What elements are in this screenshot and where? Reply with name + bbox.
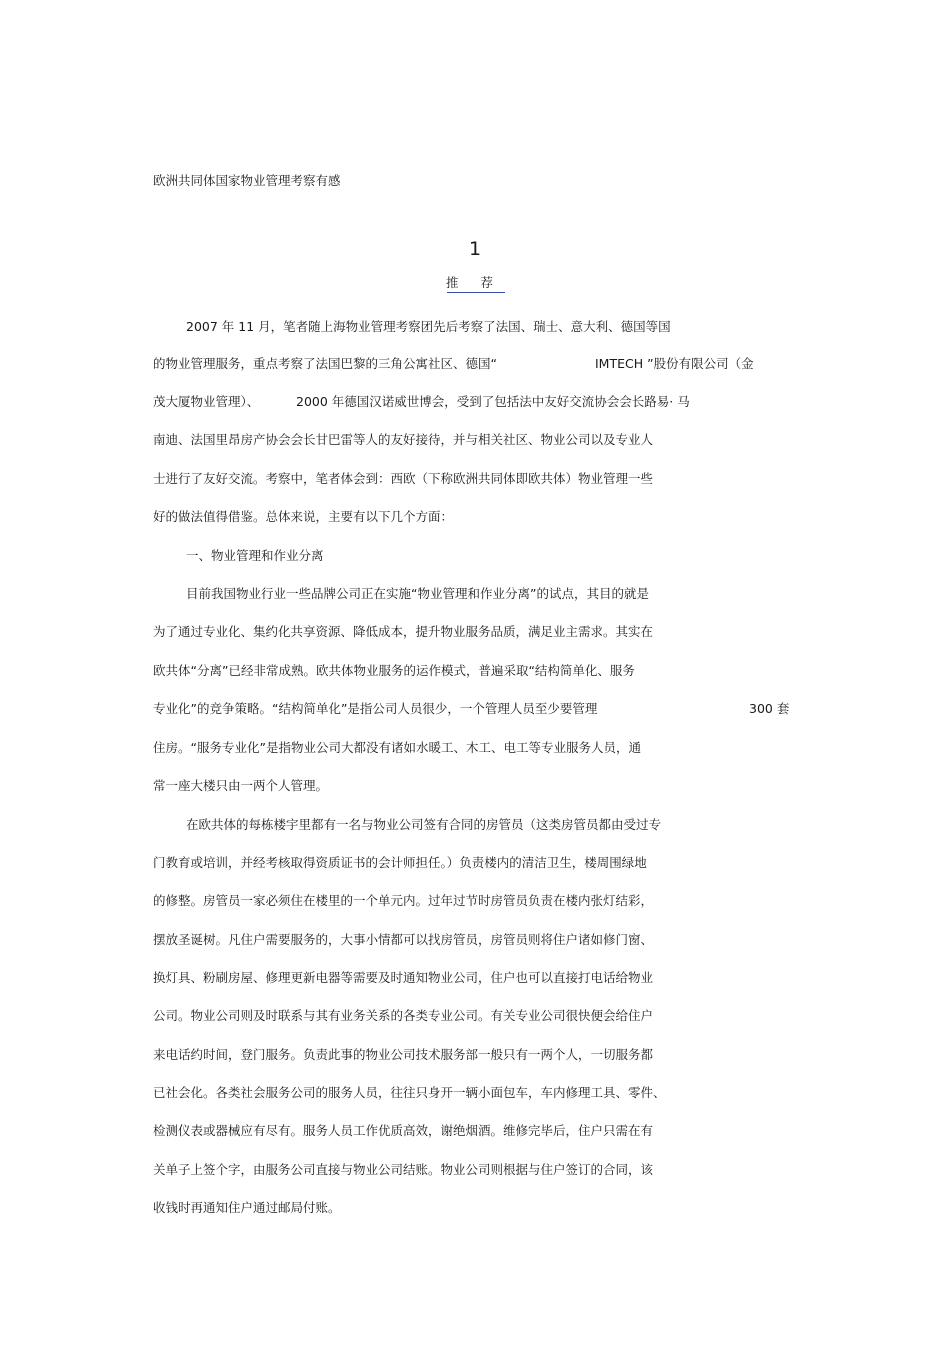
body-line: 南迪、法国里昂房产协会会长甘巴雷等人的友好接待，并与相关社区、物业公司以及专业人 — [153, 432, 654, 447]
body-line: 关单子上签个字，由服务公司直接与物业公司结账。物业公司则根据与住户签订的合同，该 — [153, 1162, 654, 1177]
body-line: 公司。物业公司则及时联系与其有业务关系的各类专业公司。有关专业公司很快便会给住户 — [153, 1008, 654, 1023]
body-line: 的物业管理服务，重点考察了法国巴黎的三角公寓社区、德国“ — [153, 356, 497, 371]
body-line: 专业化”的竞争策略。“结构简单化”是指公司人员很少，一个管理人员至少要管理 — [153, 701, 598, 716]
body-line: 已社会化。各类社会服务公司的服务人员，往往只身开一辆小面包车，车内修理工具、零件、 — [153, 1085, 666, 1100]
body-line: 为了通过专业化、集约化共享资源、降低成本，提升物业服务品质，满足业主需求。其实在 — [153, 624, 654, 639]
body-line: 收钱时再通知住户通过邮局付账。 — [153, 1200, 341, 1215]
body-line: 来电话约时间，登门服务。负责此事的物业公司技术服务部一般只有一两个人，一切服务都 — [153, 1047, 654, 1062]
body-line: 的修整。房管员一家必须住在楼里的一个单元内。过年过节时房管员负责在楼内张灯结彩， — [153, 893, 654, 908]
recommend-heading: 推 荐 — [446, 275, 502, 290]
page-number: 1 — [468, 238, 482, 260]
body-line: 门教育或培训，并经考核取得资质证书的会计师担任。）负责楼内的清洁卫生，楼周围绿地 — [153, 855, 647, 870]
body-line: 2007 年 11 月，笔者随上海物业管理考察团先后考察了法国、瑞士、意大利、德国等国 — [186, 319, 671, 334]
body-line: 好的做法值得借鉴。总体来说，主要有以下几个方面： — [153, 509, 454, 524]
body-line: 在欧共体的每栋楼宇里都有一名与物业公司签有合同的房管员（这类房管员都由受过专 — [186, 817, 662, 832]
body-line: IMTECH ”股份有限公司（金 — [595, 356, 754, 371]
body-line: 目前我国物业行业一些品牌公司正在实施“物业管理和作业分离”的试点，其目的就是 — [186, 586, 649, 601]
body-line: 摆放圣诞树。凡住户需要服务的，大事小情都可以找房管员，房管员则将住户诸如修门窗、 — [153, 932, 654, 947]
body-line: 茂大厦物业管理）、 — [153, 394, 260, 409]
body-line: 欧共体“分离”已经非常成熟。欧共体物业服务的运作模式，普遍采取“结构简单化、服务 — [153, 663, 635, 678]
body-line: 常一座大楼只由一两个人管理。 — [153, 778, 329, 793]
recommend-underline — [447, 292, 505, 293]
body-line: 检测仪表或器械应有尽有。服务人员工作优质高效，谢绝烟酒。维修完毕后，住户只需在有 — [153, 1123, 654, 1138]
body-line: 换灯具、粉刷房屋、修理更新电器等需要及时通知物业公司，住户也可以直接打电话给物业 — [153, 970, 654, 985]
body-line: 300 套 — [749, 701, 790, 716]
body-line: 2000 年德国汉诺威世博会，受到了包括法中友好交流协会会长路易· 马 — [296, 394, 690, 409]
document-title: 欧洲共同体国家物业管理考察有感 — [153, 173, 341, 188]
body-line: 士进行了友好交流。考察中，笔者体会到：西欧（下称欧洲共同体即欧共体）物业管理一些 — [153, 471, 654, 486]
body-line: 住房。“服务专业化”是指物业公司大都没有诸如水暖工、木工、电工等专业服务人员，通 — [153, 740, 641, 755]
section-heading: 一、物业管理和作业分离 — [186, 548, 324, 563]
